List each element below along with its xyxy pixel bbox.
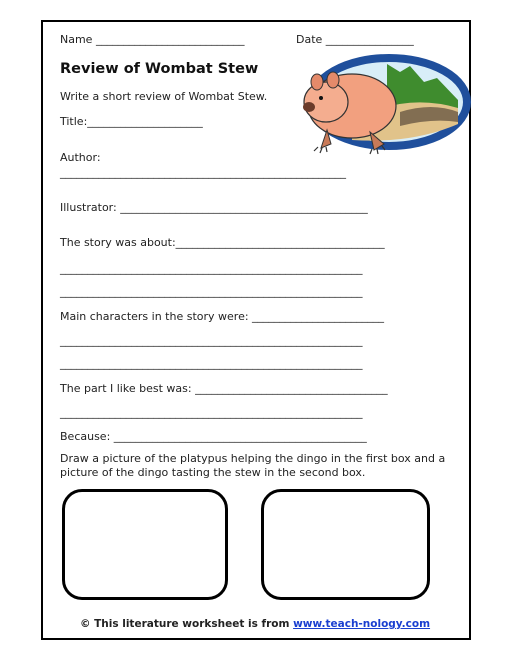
footer-prefix: © This literature worksheet is from	[79, 618, 294, 630]
page-title: Review of Wombat Stew	[60, 61, 259, 77]
author-label: Author:	[60, 151, 101, 164]
drawing-box-2[interactable]	[261, 489, 430, 600]
wombat-claws-front	[314, 147, 327, 153]
wombat-nose	[303, 102, 315, 112]
story-about-line-1[interactable]: _______________________________________________________	[60, 262, 363, 275]
title-field[interactable]: Title:_____________________	[60, 115, 203, 128]
wombat-ear-1	[311, 74, 323, 90]
footer-link[interactable]: www.teach-nology.com	[293, 618, 431, 630]
author-line[interactable]: ____________________________________________________	[60, 166, 346, 179]
because-field[interactable]: Because: ______________________________________________	[60, 430, 367, 443]
wombat-ear-2	[327, 72, 339, 88]
draw-instructions: Draw a picture of the platypus helping the dingo in the first box and a picture of the dingo tasting the stew in the second box.	[60, 452, 446, 479]
drawing-box-1[interactable]	[62, 489, 228, 600]
intro-text: Write a short review of Wombat Stew.	[60, 90, 268, 103]
footer-credit	[0, 618, 510, 630]
main-characters-line-1[interactable]: _______________________________________________________	[60, 334, 363, 347]
wombat-head	[304, 82, 348, 122]
part-best-line[interactable]: _______________________________________________________	[60, 406, 363, 419]
wombat-illustration	[292, 52, 472, 162]
illustrator-field[interactable]: Illustrator: _____________________________________________	[60, 201, 368, 214]
main-characters-line-2[interactable]: _______________________________________________________	[60, 357, 363, 370]
part-best-field[interactable]: The part I like best was: ___________________________________	[60, 382, 388, 395]
story-about-field[interactable]: The story was about:______________________________________	[60, 236, 385, 249]
main-characters-field[interactable]: Main characters in the story were: ________________________	[60, 310, 385, 323]
story-about-line-2[interactable]: _______________________________________________________	[60, 285, 363, 298]
date-field[interactable]: Date ________________	[296, 33, 414, 46]
name-field[interactable]: Name ___________________________	[60, 33, 245, 46]
wombat-eye	[319, 96, 323, 100]
